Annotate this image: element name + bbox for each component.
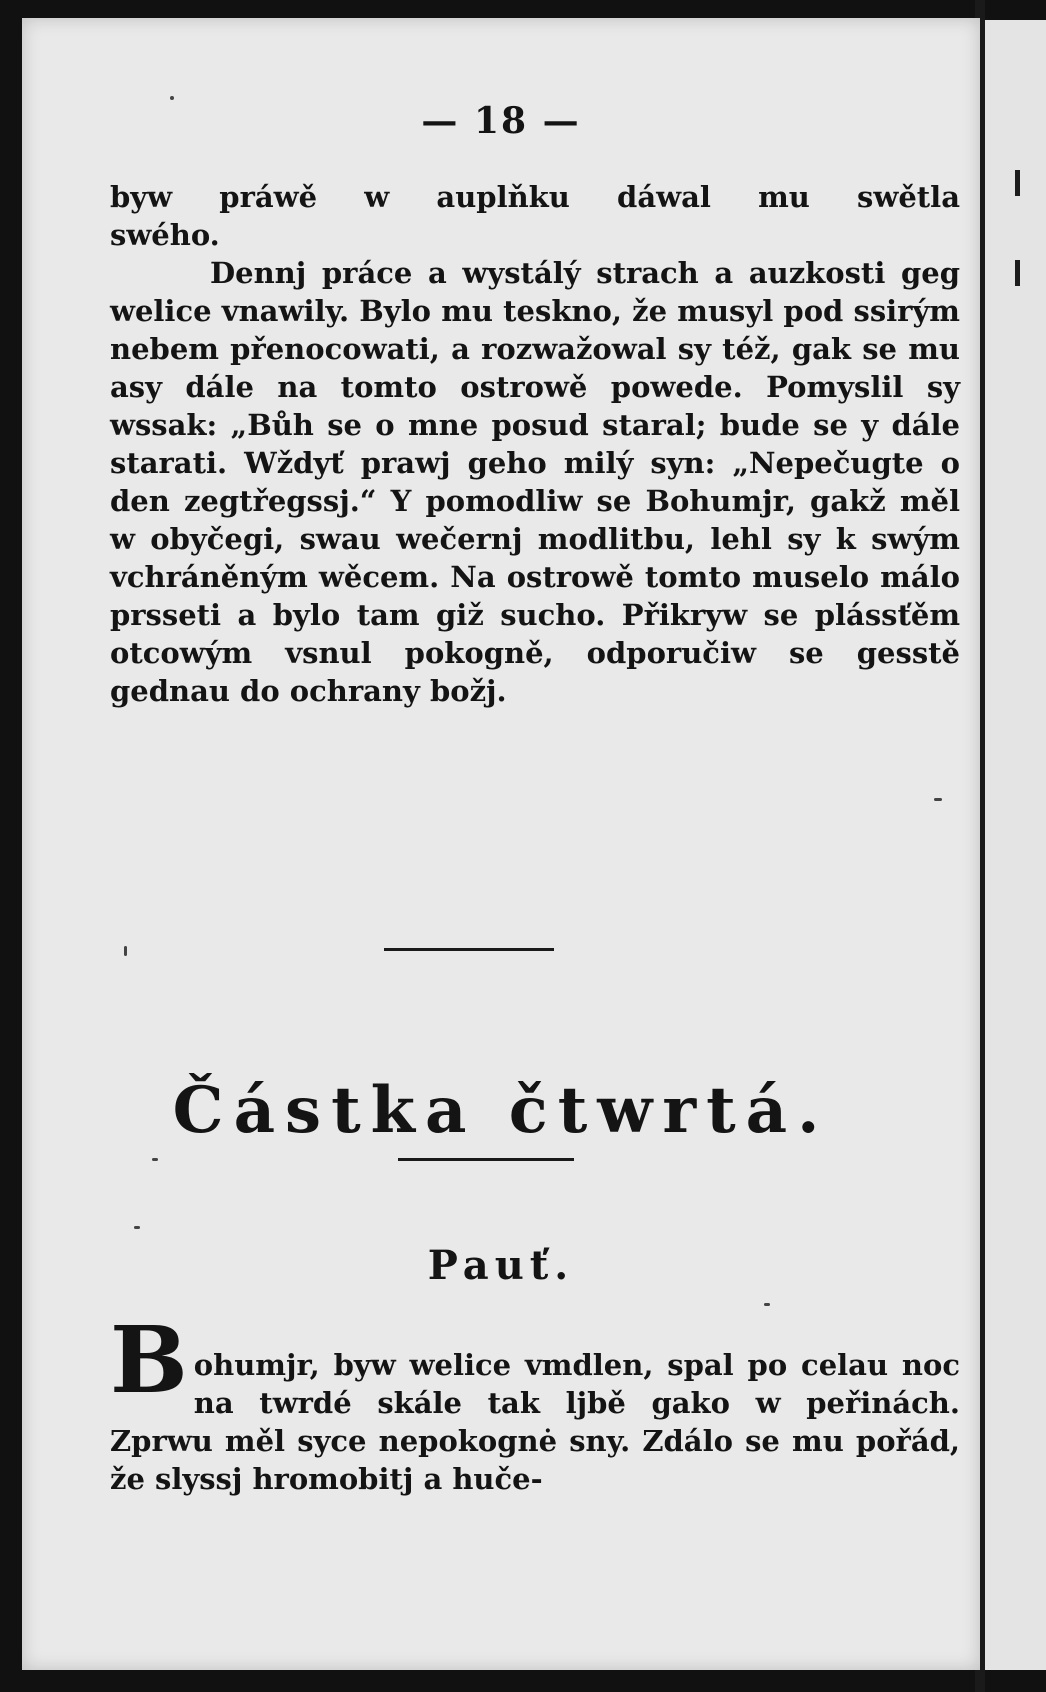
paragraph-continued <box>110 178 960 254</box>
page-number: — 18 — <box>421 100 581 142</box>
print-speck <box>152 1158 158 1161</box>
text-line: byw práwě w auplňku dáwal mu swětla <box>110 180 960 214</box>
section-divider-rule <box>384 948 554 951</box>
section-title: Pauť. <box>427 1242 575 1289</box>
facing-page-mark <box>1015 260 1020 286</box>
chapter-title: Částka čtwrtá. <box>172 1073 830 1148</box>
print-speck <box>170 96 174 100</box>
print-speck <box>764 1303 770 1306</box>
print-speck <box>934 798 942 801</box>
print-speck <box>134 1226 140 1229</box>
print-speck <box>124 946 127 956</box>
paragraph-body <box>110 254 960 710</box>
drop-cap-letter: B <box>110 1306 188 1414</box>
facing-page-edge <box>985 20 1046 1670</box>
text-line: swého. <box>110 218 220 252</box>
facing-page-mark <box>1015 170 1020 196</box>
paragraph-opening <box>110 1306 960 1498</box>
book-page <box>22 18 980 1670</box>
chapter-underline-rule <box>398 1158 574 1161</box>
paragraph-text: Dennj práce a wystálý strach a auzkosti geg welice vnawily. Bylo mu teskno, že musyl pod ssirým nebem přenocowati, a rozwažowal sy též, gak se mu asy dále na tomto ostrowě powede. Pomyslil sy wssak: „Bůh se o mne posud staral; bude se y dále starati. Wždyť prawj geho milý syn: „Nepečugte o den zegtřegssj.“ Y pomodliw se Bohumjr, gakž měl w obyčegi, swau wečernj modlitbu, lehl sy k swým vchráněným wěcem. Na ostrowě tomto muselo málo prsseti a bylo tam giž sucho. Přikryw se plássťěm otcowým vsnul pokogně, odporučiw se gesstě gednau do ochrany božj. <box>110 256 960 708</box>
paragraph-text: ohumjr, byw welice vmdlen, spal po celau noc na twrdé skále tak ljbě gako w peřinách. Zprwu měl syce nepokognė sny. Zdálo se mu pořád, že slyssj hromobitj a huče- <box>110 1348 960 1496</box>
